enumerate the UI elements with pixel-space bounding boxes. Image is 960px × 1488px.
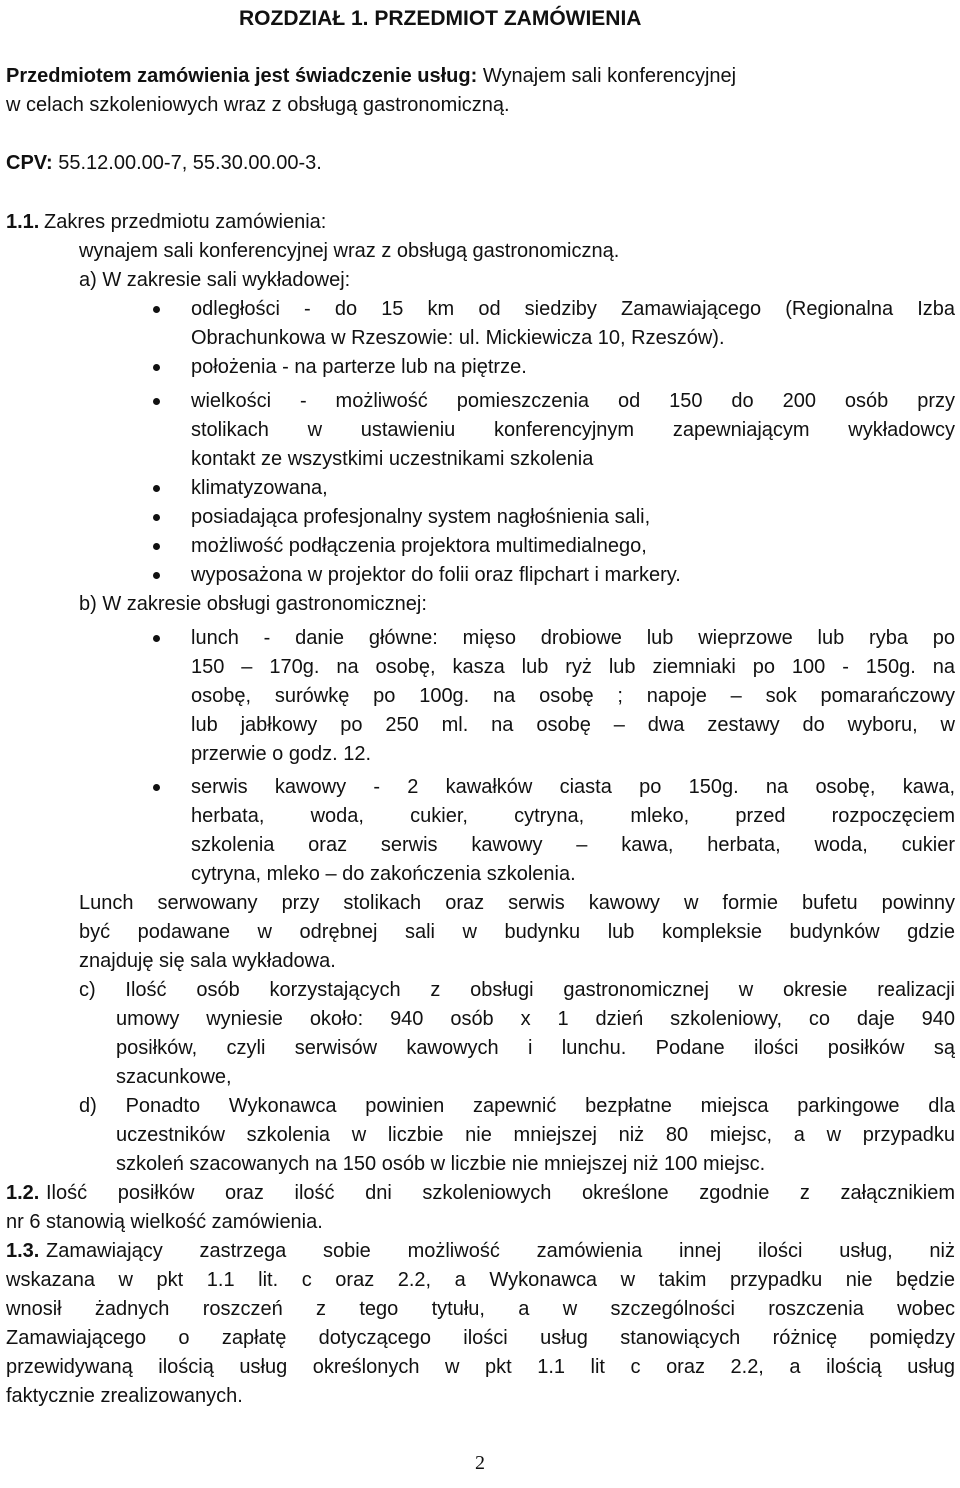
b-item-1-line-5: przerwie o godz. 12. [191, 743, 372, 765]
b-item-2-line-3: szkolenia oraz serwis kawowy – kawa, herbata, woda, cukier [191, 834, 955, 856]
b-item-1-line-4: lub jabłkowy po 250 ml. na osobę – dwa zestawy do wyboru, w [191, 714, 955, 736]
item-c-line-1: c) Ilość osób korzystających z obsługi gastronomicznej w okresie realizacji [79, 979, 955, 1001]
bullet-icon [153, 514, 160, 521]
bullet-icon [153, 543, 160, 550]
cpv-line [6, 149, 322, 178]
bullet-icon [153, 364, 160, 371]
intro-line-2: w celach szkoleniowych wraz z obsługą gastronomiczną. [6, 94, 510, 116]
lunch-line-2: być podawane w odrębnej sali w budynku lub kompleksie budynków gdzie [79, 921, 955, 943]
section-1-3-number: 1.3. [6, 1240, 40, 1262]
a-item-3-line-3: kontakt ze wszystkimi uczestnikami szkolenia [191, 448, 594, 470]
item-d-line-2: uczestników szkolenia w liczbie nie mniejszej niż 80 miejsc, a w przypadku [116, 1124, 955, 1146]
cpv-label: CPV: [6, 152, 53, 174]
item-c-line-2: umowy wyniesie około: 940 osób x 1 dzień szkoleniowy, co daje 940 [116, 1008, 955, 1030]
item-a-heading: a) W zakresie sali wykładowej: [79, 269, 351, 291]
item-d-line-1: d) Ponadto Wykonawca powinien zapewnić bezpłatne miejsca parkingowe dla [79, 1095, 955, 1117]
section-1-1-number: 1.1. [6, 211, 40, 233]
section-1-3-line-4: Zamawiającego o zapłatę dotyczącego ilości usług stanowiących różnicę pomiędzy [6, 1327, 955, 1349]
a-item-6: możliwość podłączenia projektora multimedialnego, [191, 535, 647, 557]
section-1-3-line-2: wskazana w pkt 1.1 lit. c oraz 2.2, a Wykonawca w takim przypadku nie będzie [6, 1269, 955, 1291]
intro-bold: Przedmiotem zamówienia jest świadczenie usług: [6, 65, 478, 87]
b-item-1-line-1: lunch - danie główne: mięso drobiowe lub wieprzowe lub ryba po [191, 627, 955, 649]
b-item-1-line-3: osobę, surówkę po 100g. na osobę ; napoje – sok pomarańczowy [191, 685, 955, 707]
intro-text: Wynajem sali konferencyjnej [482, 65, 737, 87]
b-item-2-line-1: serwis kawowy - 2 kawałków ciasta po 150g. na osobę, kawa, [191, 776, 955, 798]
item-b-heading: b) W zakresie obsługi gastronomicznej: [79, 593, 427, 615]
chapter-heading: ROZDZIAŁ 1. PRZEDMIOT ZAMÓWIENIA [239, 7, 642, 30]
lunch-line-1: Lunch serwowany przy stolikach oraz serwis kawowy w formie bufetu powinny [79, 892, 955, 914]
bullet-icon [153, 485, 160, 492]
b-item-2-line-2: herbata, woda, cukier, cytryna, mleko, przed rozpoczęciem [191, 805, 955, 827]
intro-line-1 [6, 62, 736, 91]
item-c-line-4: szacunkowe, [116, 1066, 232, 1088]
b-item-2-line-4: cytryna, mleko – do zakończenia szkolenia. [191, 863, 576, 885]
a-item-5: posiadająca profesjonalny system nagłośnienia sali, [191, 506, 651, 528]
item-c-line-3: posiłków, czyli serwisów kawowych i lunchu. Podane ilości posiłków są [116, 1037, 955, 1059]
a-item-3-line-1: wielkości - możliwość pomieszczenia od 150 do 200 osób przy [191, 390, 955, 412]
section-1-2-line-1: Ilość posiłków oraz ilość dni szkoleniowych określone zgodnie z załącznikiem [46, 1182, 955, 1204]
cpv-value: 55.12.00.00-7, 55.30.00.00-3. [58, 152, 322, 174]
a-item-3-line-2: stolikach w ustawieniu konferencyjnym zapewniającym wykładowcy [191, 419, 955, 441]
a-item-4: klimatyzowana, [191, 477, 328, 499]
section-1-1-title: Zakres przedmiotu zamówienia: [44, 211, 327, 233]
item-d-line-3: szkoleń szacowanych na 150 osób w liczbie nie mniejszej niż 100 miejsc. [116, 1153, 766, 1175]
section-1-1-sub: wynajem sali konferencyjnej wraz z obsługą gastronomiczną. [79, 240, 620, 262]
section-1-3-line-6: faktycznie zrealizowanych. [6, 1385, 243, 1407]
a-item-1-line-1: odległości - do 15 km od siedziby Zamawiającego (Regionalna Izba [191, 298, 955, 320]
section-1-3-line-1: Zamawiający zastrzega sobie możliwość zamówienia innej ilości usług, niż [46, 1240, 955, 1262]
bullet-icon [153, 398, 160, 405]
b-item-1-line-2: 150 – 170g. na osobę, kasza lub ryż lub ziemniaki po 100 - 150g. na [191, 656, 955, 678]
a-item-2: położenia - na parterze lub na piętrze. [191, 356, 527, 378]
page-number: 2 [475, 1452, 485, 1474]
section-1-3-line-3: wnosił żadnych roszczeń z tego tytułu, a w szczególności roszczenia wobec [6, 1298, 955, 1320]
section-1-2-line-2: nr 6 stanowią wielkość zamówienia. [6, 1211, 323, 1233]
section-1-3-line-5: przewidywaną ilością usług określonych w pkt 1.1 lit c oraz 2.2, a ilością usług [6, 1356, 955, 1378]
bullet-icon [153, 306, 160, 313]
lunch-line-3: znajduję się sala wykładowa. [79, 950, 336, 972]
bullet-icon [153, 784, 160, 791]
section-1-2-number: 1.2. [6, 1182, 40, 1204]
a-item-1-line-2: Obrachunkowa w Rzeszowie: ul. Mickiewicza 10, Rzeszów). [191, 327, 725, 349]
a-item-7: wyposażona w projektor do folii oraz flipchart i markery. [191, 564, 681, 586]
bullet-icon [153, 635, 160, 642]
bullet-icon [153, 572, 160, 579]
